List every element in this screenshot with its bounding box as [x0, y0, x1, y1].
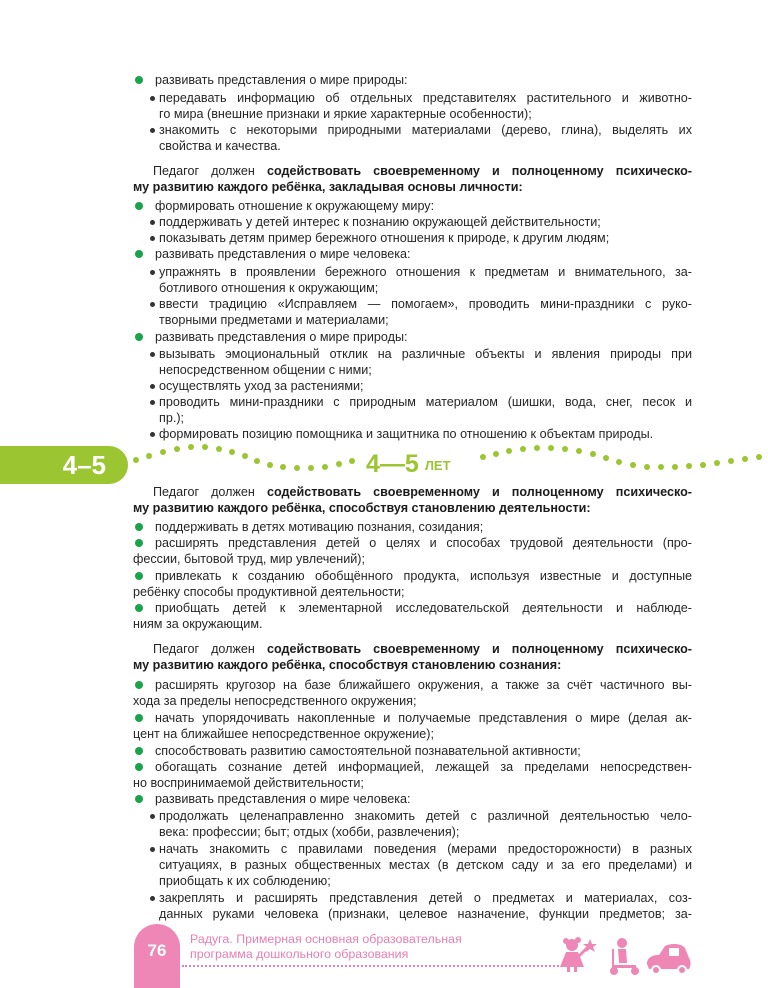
list-item-line: знакомить с некоторыми природными материалами (дерево, глина), выделять их	[159, 123, 692, 137]
wave-dot	[294, 465, 300, 471]
wave-dot	[254, 458, 260, 464]
small-bullet-icon	[150, 236, 155, 241]
wave-dot	[229, 449, 235, 455]
small-bullet-icon	[150, 400, 155, 405]
wave-dot	[714, 460, 720, 466]
wave-dot	[742, 456, 748, 462]
green-bullet-icon	[135, 795, 143, 803]
wave-dot	[562, 446, 568, 452]
list-item-line: способствовать развитию самостоятельной познавательной активности;	[155, 744, 581, 758]
wave-dot	[216, 446, 222, 452]
green-bullet-icon	[135, 539, 143, 547]
wave-dot	[603, 455, 609, 461]
list-item-line: ботливого отношения к окружающим;	[159, 281, 379, 295]
wave-dot	[644, 464, 650, 470]
list-item-line: развивать представления о мире природы:	[155, 73, 408, 87]
wave-dot	[590, 451, 596, 457]
list-item-line: поддерживать у детей интерес к познанию окружающей действительности;	[159, 215, 601, 229]
green-bullet-icon	[135, 202, 143, 210]
green-bullet-icon	[135, 714, 143, 722]
wave-dot	[336, 461, 342, 467]
paragraph-lead: Педагог должен	[153, 642, 267, 656]
small-bullet-icon	[150, 96, 155, 101]
list-item-line: ниям за окружающим.	[133, 617, 263, 631]
list-item-line: данных руками человека (признаки, целевое назначение, функции предметов; за-	[159, 907, 692, 921]
wave-dot	[280, 464, 286, 470]
wave-dot	[146, 453, 152, 459]
list-item-line: го мира (внешние признаки и яркие характерные особенности);	[159, 107, 532, 121]
footer-title-line-2: программа дошкольного образования	[190, 947, 409, 961]
wave-dot	[700, 462, 706, 468]
wave-dot	[728, 458, 734, 464]
wave-dot	[308, 465, 314, 471]
paragraph-line	[153, 641, 692, 657]
small-bullet-icon	[150, 896, 155, 901]
list-item-line: осуществлять уход за растениями;	[159, 379, 364, 393]
paragraph-emphasis: содействовать своевременному и полноценному психическо-	[266, 164, 692, 178]
wave-dot	[616, 459, 622, 465]
wave-dot	[576, 448, 582, 454]
list-item-line: расширять представления детей о целях и способах трудовой деятельности (про-	[155, 536, 692, 550]
list-item-line: века: профессии; быт; отдых (хобби, развлечения);	[159, 825, 460, 839]
paragraph-lead: Педагог должен	[153, 485, 267, 499]
wave-dot	[630, 462, 636, 468]
age-tab-label: 4–5	[62, 450, 106, 480]
wave-dot	[534, 445, 540, 451]
wave-dot	[480, 454, 486, 460]
green-bullet-icon	[135, 333, 143, 341]
girl-with-wand-icon	[560, 937, 597, 972]
footer-title-line-1: Радуга. Примерная основная образовательная	[190, 932, 462, 946]
wave-dot	[267, 462, 273, 468]
list-item-line: пр.);	[159, 411, 185, 425]
list-item-line: непосредственном общении с ними;	[159, 363, 372, 377]
green-bullet-icon	[135, 604, 143, 612]
wave-dot	[160, 449, 166, 455]
list-item-line: закреплять и расширять представления детей о предметах и материалах, соз-	[159, 891, 692, 905]
list-item-line: начать упорядочивать накопленные и получаемые представления о мире (делая ак-	[155, 711, 692, 725]
list-item-line: свойства и качества.	[159, 139, 281, 153]
wave-dot	[493, 451, 499, 457]
list-item-line: расширять кругозор на базе ближайшего окружения, а также за счёт частичного вы-	[155, 678, 692, 692]
small-bullet-icon	[150, 352, 155, 357]
green-bullet-icon	[135, 76, 143, 84]
green-bullet-icon	[135, 523, 143, 531]
green-bullet-icon	[135, 681, 143, 689]
wave-dot	[174, 446, 180, 452]
wave-dot	[133, 457, 139, 463]
list-item-line: упражнять в проявлении бережного отношения к предметам и внимательного, за-	[159, 265, 692, 279]
list-item-line: приобщать к их соблюдению;	[159, 874, 331, 888]
paragraph-emphasis: содействовать своевременному и полноценному психическо-	[266, 485, 692, 499]
list-item-line: цент на ближайшее непосредственное окружение);	[133, 727, 434, 741]
list-item-line: развивать представления о мире природы:	[155, 330, 408, 344]
list-item-line: формировать позицию помощника и защитника по отношению к объектам природы.	[159, 427, 654, 441]
list-item-line: показывать детям пример бережного отношения к природе, к другим людям;	[159, 231, 610, 245]
paragraph-line: му развитию каждого ребёнка, способствуя становлению деятельности:	[133, 501, 591, 515]
page-number: 76	[147, 941, 167, 960]
green-bullet-icon	[135, 763, 143, 771]
wave-dot	[506, 448, 512, 454]
list-item-line: хода за пределы непосредственного окружения;	[133, 694, 417, 708]
paragraph-emphasis: содействовать своевременному и полноценному психическо-	[266, 642, 692, 656]
age-title-unit: ЛЕТ	[424, 458, 451, 473]
list-item-line: фессии, бытовой труд, мир увлечений);	[133, 552, 365, 566]
list-item-line: ввести традицию «Исправляем — помогаем», проводить мини-праздники с руко-	[159, 297, 692, 311]
footer-dotted-line	[182, 965, 582, 967]
list-item-line: но воспринимаемой действительности;	[133, 776, 364, 790]
wave-dot	[188, 444, 194, 450]
page-number-tab	[134, 924, 180, 988]
list-item-line: развивать представления о мире человека:	[155, 792, 411, 806]
list-item-line: привлекать к созданию обобщённого продукта, используя известные и доступные	[155, 569, 692, 583]
wave-dot	[520, 446, 526, 452]
list-item-line: творными предметами и материалами;	[159, 313, 389, 327]
age-title-number: 4—5	[366, 450, 419, 478]
small-bullet-icon	[150, 302, 155, 307]
list-item-line: проводить мини-праздники с природным материалом (шишки, вода, снег, песок и	[159, 395, 692, 409]
wave-dot	[672, 464, 678, 470]
green-bullet-icon	[135, 572, 143, 580]
list-item-line: начать знакомить с правилами поведения (мерами предосторожности) в разных	[159, 842, 692, 856]
small-bullet-icon	[150, 128, 155, 133]
list-item-line: развивать представления о мире человека:	[155, 247, 411, 261]
small-bullet-icon	[150, 270, 155, 275]
small-bullet-icon	[150, 384, 155, 389]
list-item-line: поддерживать в детях мотивацию познания, созидания;	[155, 520, 484, 534]
age-section-title	[366, 450, 451, 479]
small-bullet-icon	[150, 814, 155, 819]
paragraph-line: му развитию каждого ребёнка, способствуя становлению сознания:	[133, 658, 562, 672]
small-bullet-icon	[150, 220, 155, 225]
wave-dot	[349, 458, 355, 464]
wave-dot	[548, 445, 554, 451]
child-on-scooter-icon	[610, 938, 639, 975]
wave-dot	[686, 463, 692, 469]
wave-dot	[242, 453, 248, 459]
list-item-line: продолжать целенаправленно знакомить детей с различной деятельностью чело-	[159, 809, 692, 823]
wave-dot	[756, 454, 762, 460]
footer-icons	[560, 935, 710, 985]
green-bullet-icon	[135, 250, 143, 258]
wave-dot	[322, 464, 328, 470]
list-item-line: вызывать эмоциональный отклик на различные объекты и явления природы при	[159, 347, 692, 361]
green-bullet-icon	[135, 747, 143, 755]
paragraph-line: му развитию каждого ребёнка, закладывая основы личности:	[133, 180, 523, 194]
list-item-line: ситуациях, в разных общественных местах (в детском саду и за его пределами) и	[159, 858, 692, 872]
wave-dot	[658, 464, 664, 470]
list-item-line: ребёнку способы продуктивной деятельности;	[133, 585, 405, 599]
car-icon	[647, 944, 691, 975]
wave-dot	[202, 444, 208, 450]
list-item-line: формировать отношение к окружающему миру:	[155, 199, 435, 213]
paragraph-lead: Педагог должен	[153, 164, 267, 178]
list-item-line: обогащать сознание детей информацией, лежащей за пределами непосредствен-	[155, 760, 692, 774]
list-item-line: передавать информацию об отдельных представителях растительного и животно-	[159, 91, 692, 105]
paragraph-line	[153, 163, 692, 179]
small-bullet-icon	[150, 847, 155, 852]
list-item-line: приобщать детей к элементарной исследовательской деятельности и наблюде-	[155, 601, 692, 615]
